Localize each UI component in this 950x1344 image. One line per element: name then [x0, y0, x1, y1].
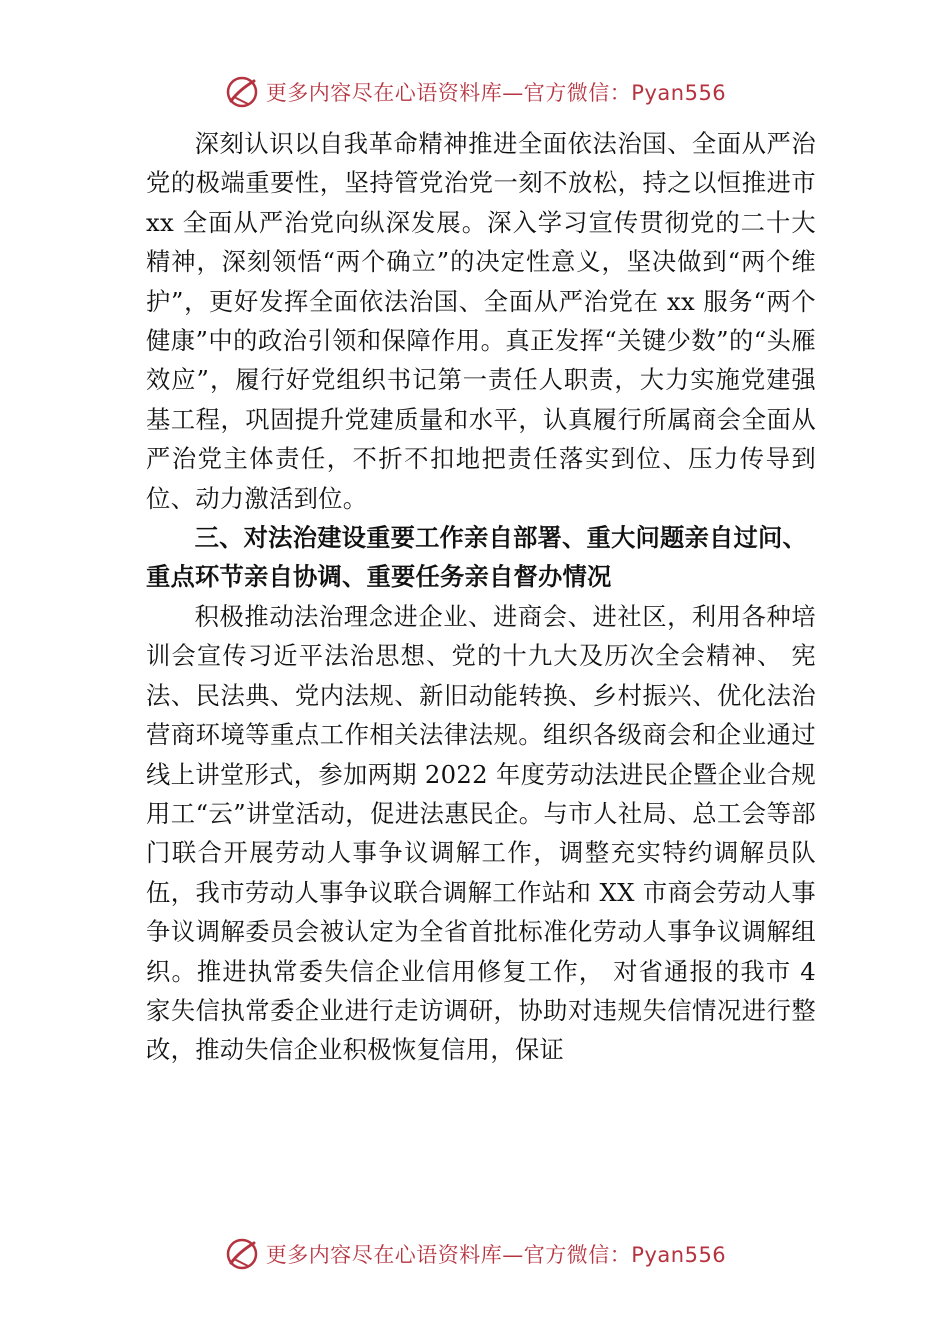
paragraph-party-governance: 深刻认识以自我革命精神推进全面依法治国、全面从严治党的极端重要性，坚持管党治党一刻不放松，持之以恒推进市 xx 全面从严治党向纵深发展。深入学习宣传贯彻党的二十大精神，深刻领悟“两个确立”的决定性意义，坚决做到“两个维护”，更好发挥全面依法治国、全面从严治党在 xx 服务“两个健康”中的政治引领和保障作用。真正发挥“关键少数”的“头雁效应”，履行好党组织书记第一责任人职责，大力实施党建强基工程，巩固提升党建质量和水平，认真履行所属商会全面从严治党主体责任，不折不扣地把责任落实到位、压力传导到位、动力激活到位。: [146, 129, 816, 513]
document-body: [146, 124, 816, 1070]
header-banner: [0, 70, 950, 114]
footer-banner-text: 更多内容尽在心语资料库—官方微信：Pyan556: [265, 1243, 727, 1267]
paragraph-rule-of-law: 积极推动法治理念进企业、进商会、进社区，利用各种培训会宣传习近平法治思想、党的十九大及历次全会精神、 宪法、民法典、党内法规、新旧动能转换、乡村振兴、优化法治营商环境等重点工作相关法律法规。组织各级商会和企业通过线上讲堂形式，参加两期 2022 年度劳动法进民企暨企业合规用工“云”讲堂活动，促进法惠民企。与市人社局、总工会等部门联合开展劳动人事争议调解工作，调整充实特约调解员队伍，我市劳动人事争议联合调解工作站和 XX 市商会劳动人事争议调解委员会被认定为全省首批标准化劳动人事争议调解组织。推进执常委失信企业信用修复工作， 对省通报的我市 4 家失信执常委企业进行走访调研，协助对违规失信情况进行整改，推动失信企业积极恢复信用，保证: [146, 601, 816, 1065]
brush-logo-icon: [224, 74, 260, 110]
footer-banner: [0, 1232, 950, 1276]
header-banner-text: 更多内容尽在心语资料库—官方微信：Pyan556: [265, 81, 727, 105]
section-heading-3: 三、对法治建设重要工作亲自部署、重大问题亲自过问、重点环节亲自协调、重要任务亲自督办情况: [146, 523, 808, 592]
brush-logo-icon: [224, 1236, 260, 1272]
